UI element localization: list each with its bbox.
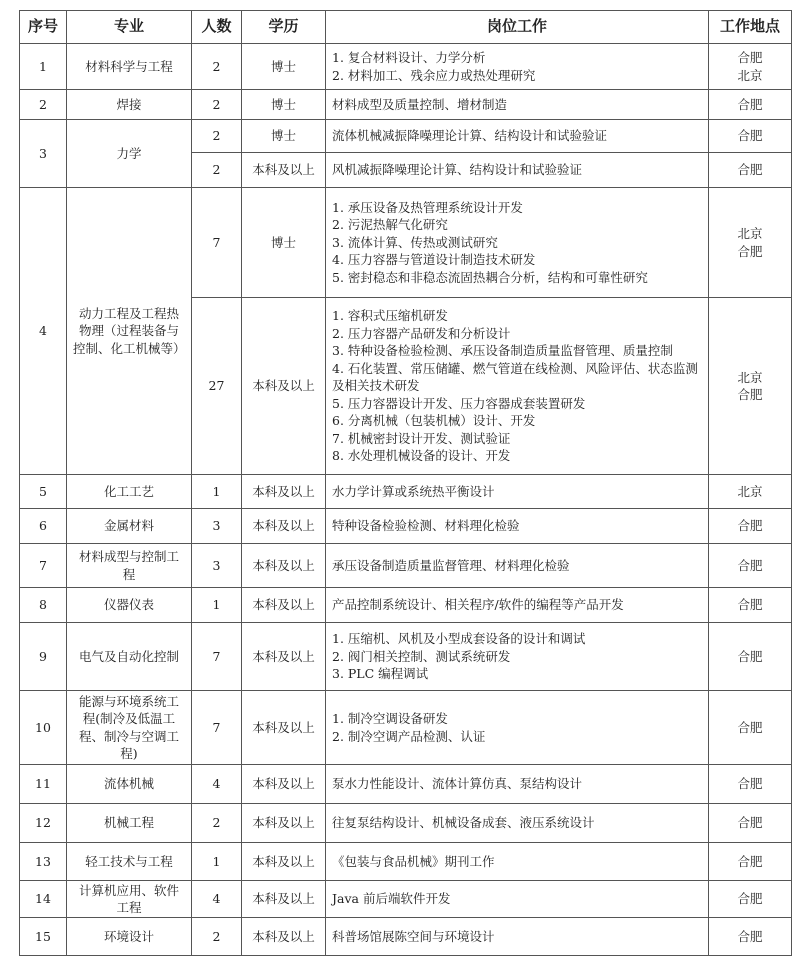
headcount: 3 (192, 509, 242, 544)
degree: 本科及以上 (242, 918, 326, 956)
major: 动力工程及工程热物理（过程装备与控制、化工机械等） (67, 188, 192, 475)
location-line: 合肥 (737, 162, 763, 178)
duty-line: 科普场馆展陈空间与环境设计 (332, 928, 495, 944)
duty-line: 流体机械减振降噪理论计算、结构设计和试验验证 (332, 128, 608, 144)
duties (326, 804, 709, 843)
column-header: 岗位工作 (326, 11, 709, 44)
column-header: 工作地点 (709, 11, 792, 44)
major: 能源与环境系统工程(制冷及低温工程、制冷与空调工程) (67, 691, 192, 765)
row-number: 15 (20, 918, 67, 956)
location-line: 北京 (737, 226, 763, 241)
table-row (20, 881, 792, 918)
row-number: 14 (20, 881, 67, 918)
headcount: 3 (192, 544, 242, 588)
location (709, 544, 792, 588)
duty-line: 2. 制冷空调产品检测、认证 (332, 728, 486, 744)
major: 力学 (67, 120, 192, 188)
duties (326, 188, 709, 298)
duty-line: 3. 流体计算、传热或测试研究 (332, 234, 498, 250)
location (709, 918, 792, 956)
major: 材料成型与控制工程 (67, 544, 192, 588)
table-row (20, 475, 792, 509)
duty-line: 7. 机械密封设计开发、测试验证 (332, 430, 511, 446)
headcount: 2 (192, 153, 242, 188)
duty-line: 4. 压力容器与管道设计制造技术研发 (332, 252, 536, 268)
duties (326, 765, 709, 804)
duty-line: 特种设备检验检测、材料理化检验 (332, 518, 520, 534)
row-number: 6 (20, 509, 67, 544)
major: 焊接 (67, 90, 192, 120)
location (709, 843, 792, 881)
location-line: 合肥 (737, 891, 763, 907)
headcount: 7 (192, 691, 242, 765)
row-number: 1 (20, 44, 67, 90)
location-line: 合肥 (737, 96, 763, 112)
degree: 本科及以上 (242, 298, 326, 475)
duty-line: 2. 材料加工、残余应力或热处理研究 (332, 67, 536, 83)
headcount: 2 (192, 804, 242, 843)
duties (326, 623, 709, 691)
degree: 本科及以上 (242, 691, 326, 765)
degree: 本科及以上 (242, 765, 326, 804)
major: 材料科学与工程 (67, 44, 192, 90)
table-row (20, 588, 792, 623)
duty-line: 1. 容积式压缩机研发 (332, 308, 448, 324)
duties (326, 298, 709, 475)
duties (326, 475, 709, 509)
duties (326, 843, 709, 881)
location-line: 合肥 (737, 50, 763, 65)
duty-line: 风机减振降噪理论计算、结构设计和试验验证 (332, 162, 583, 178)
column-header: 学历 (242, 11, 326, 44)
major: 流体机械 (67, 765, 192, 804)
degree: 本科及以上 (242, 544, 326, 588)
duties (326, 90, 709, 120)
row-number: 5 (20, 475, 67, 509)
location (709, 90, 792, 120)
row-number: 4 (20, 188, 67, 475)
location (709, 298, 792, 475)
duties (326, 544, 709, 588)
table-row (20, 843, 792, 881)
degree: 博士 (242, 90, 326, 120)
duties (326, 509, 709, 544)
location-line: 北京 (737, 483, 763, 499)
row-number: 11 (20, 765, 67, 804)
major: 轻工技术与工程 (67, 843, 192, 881)
headcount: 2 (192, 44, 242, 90)
duty-line: 1. 复合材料设计、力学分析 (332, 50, 486, 65)
location (709, 881, 792, 918)
duties (326, 881, 709, 918)
table-row (20, 765, 792, 804)
duty-line: 2. 污泥热解气化研究 (332, 217, 448, 233)
duty-line: 1. 压缩机、风机及小型成套设备的设计和调试 (332, 631, 586, 647)
header-row (20, 11, 792, 44)
location-line: 北京 (737, 369, 763, 385)
row-number: 2 (20, 90, 67, 120)
headcount: 7 (192, 623, 242, 691)
location-line: 北京 (737, 67, 763, 83)
location-line: 合肥 (737, 518, 763, 534)
degree: 本科及以上 (242, 475, 326, 509)
location (709, 153, 792, 188)
table-row (20, 691, 792, 765)
location (709, 623, 792, 691)
degree: 本科及以上 (242, 804, 326, 843)
location (709, 804, 792, 843)
column-header: 人数 (192, 11, 242, 44)
column-header: 专业 (67, 11, 192, 44)
location (709, 188, 792, 298)
location-line: 合肥 (737, 387, 763, 402)
duty-line: 水力学计算或系统热平衡设计 (332, 483, 495, 499)
major: 仪器仪表 (67, 588, 192, 623)
table-row (20, 918, 792, 956)
degree: 本科及以上 (242, 153, 326, 188)
headcount: 2 (192, 120, 242, 153)
duty-line: 2. 阀门相关控制、测试系统研发 (332, 648, 511, 664)
headcount: 4 (192, 765, 242, 804)
duty-line: 8. 水处理机械设备的设计、开发 (332, 448, 511, 464)
duties (326, 588, 709, 623)
location-line: 合肥 (737, 928, 763, 944)
duty-line: 5. 密封稳态和非稳态流固热耦合分析，结构和可靠性研究 (332, 269, 648, 285)
column-header: 序号 (20, 11, 67, 44)
row-number: 3 (20, 120, 67, 188)
degree: 本科及以上 (242, 509, 326, 544)
duties (326, 918, 709, 956)
duty-line: 《包装与食品机械》期刊工作 (332, 853, 495, 869)
headcount: 2 (192, 918, 242, 956)
location-line: 合肥 (737, 776, 763, 792)
degree: 博士 (242, 188, 326, 298)
headcount: 1 (192, 475, 242, 509)
table-row (20, 120, 792, 153)
major: 化工工艺 (67, 475, 192, 509)
major: 电气及自动化控制 (67, 623, 192, 691)
major: 计算机应用、软件工程 (67, 881, 192, 918)
row-number: 12 (20, 804, 67, 843)
location (709, 765, 792, 804)
location (709, 44, 792, 90)
location-line: 合肥 (737, 648, 763, 664)
duty-line: Java 前后端软件开发 (332, 891, 451, 907)
table-row (20, 188, 792, 298)
degree: 博士 (242, 120, 326, 153)
duty-line: 3. 特种设备检验检测、承压设备制造质量监督管理、质量控制 (332, 343, 673, 359)
duty-line: 1. 制冷空调设备研发 (332, 711, 448, 726)
row-number: 7 (20, 544, 67, 588)
location-line: 合肥 (737, 243, 763, 259)
duty-line: 材料成型及质量控制、增材制造 (332, 96, 508, 112)
duties (326, 44, 709, 90)
table-row (20, 44, 792, 90)
recruitment-table (19, 10, 792, 956)
headcount: 4 (192, 881, 242, 918)
major: 金属材料 (67, 509, 192, 544)
location (709, 509, 792, 544)
table-row (20, 90, 792, 120)
degree: 本科及以上 (242, 623, 326, 691)
duties (326, 691, 709, 765)
location (709, 120, 792, 153)
headcount: 1 (192, 588, 242, 623)
duty-line: 4. 石化装置、常压储罐、燃气管道在线检测、风险评估、状态监测及相关技术研发 (332, 360, 698, 394)
duty-line: 5. 压力容器设计开发、压力容器成套装置研发 (332, 395, 586, 411)
duty-line: 3. PLC 编程调试 (332, 666, 429, 682)
degree: 博士 (242, 44, 326, 90)
duty-line: 泵水力性能设计、流体计算仿真、泵结构设计 (332, 776, 583, 792)
location-line: 合肥 (737, 597, 763, 613)
row-number: 9 (20, 623, 67, 691)
degree: 本科及以上 (242, 588, 326, 623)
headcount: 27 (192, 298, 242, 475)
table-row (20, 544, 792, 588)
duties (326, 120, 709, 153)
headcount: 7 (192, 188, 242, 298)
duty-line: 承压设备制造质量监督管理、材料理化检验 (332, 557, 570, 573)
major: 环境设计 (67, 918, 192, 956)
duty-line: 产品控制系统设计、相关程序/软件的编程等产品开发 (332, 597, 624, 613)
location (709, 691, 792, 765)
location (709, 475, 792, 509)
duties (326, 153, 709, 188)
duty-line: 1. 承压设备及热管理系统设计开发 (332, 199, 523, 215)
location-line: 合肥 (737, 853, 763, 869)
degree: 本科及以上 (242, 843, 326, 881)
row-number: 10 (20, 691, 67, 765)
location-line: 合肥 (737, 719, 763, 735)
degree: 本科及以上 (242, 881, 326, 918)
headcount: 1 (192, 843, 242, 881)
duty-line: 往复泵结构设计、机械设备成套、液压系统设计 (332, 815, 595, 831)
location-line: 合肥 (737, 128, 763, 144)
row-number: 13 (20, 843, 67, 881)
table-row (20, 623, 792, 691)
location-line: 合肥 (737, 557, 763, 573)
location (709, 588, 792, 623)
table-row (20, 804, 792, 843)
major: 机械工程 (67, 804, 192, 843)
headcount: 2 (192, 90, 242, 120)
table-row (20, 509, 792, 544)
location-line: 合肥 (737, 815, 763, 831)
row-number: 8 (20, 588, 67, 623)
duty-line: 2. 压力容器产品研发和分析设计 (332, 325, 511, 341)
duty-line: 6. 分离机械（包装机械）设计、开发 (332, 413, 536, 429)
